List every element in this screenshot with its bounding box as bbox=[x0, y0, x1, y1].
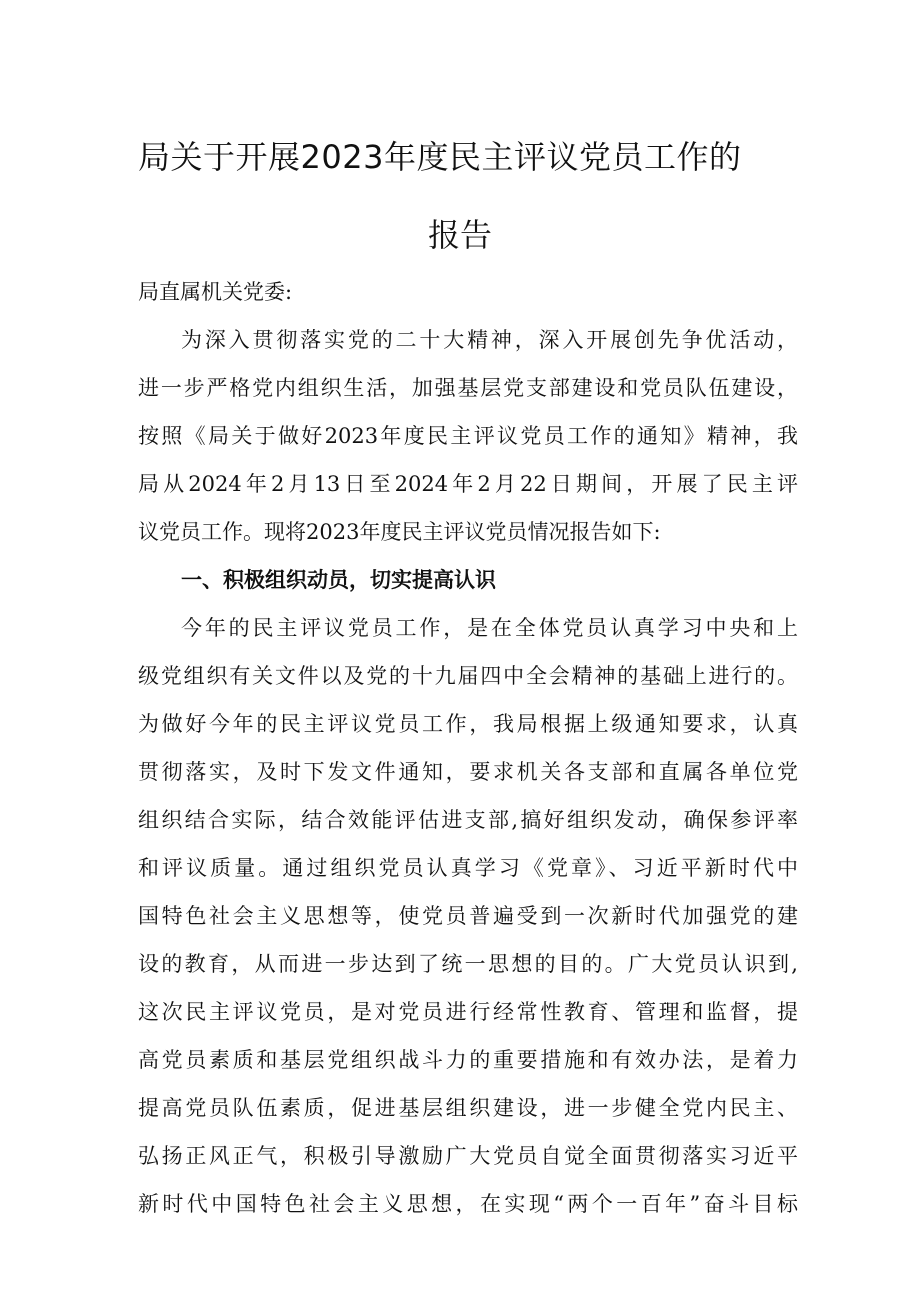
para2-line: 组织结合实际，结合效能评估进支部,搞好组织发动，确保参评率 bbox=[138, 808, 798, 832]
para2-line: 和评议质量。通过组织党员认真学习《党章》、习近平新时代中 bbox=[138, 856, 798, 880]
para2-line: 这次民主评议党员，是对党员进行经常性教育、管理和监督，提 bbox=[138, 1000, 798, 1024]
para1-line: 议党员工作。现将2023年度民主评议党员情况报告如下: bbox=[138, 520, 661, 544]
para2-line: 为做好今年的民主评议党员工作，我局根据上级通知要求，认真 bbox=[138, 712, 798, 736]
section-heading: 一、积极组织动员，切实提高认识 bbox=[181, 568, 496, 592]
para2-line: 级党组织有关文件以及党的十九届四中全会精神的基础上进行的。 bbox=[138, 664, 798, 688]
para2-line: 高党员素质和基层党组织战斗力的重要措施和有效办法，是着力 bbox=[138, 1048, 798, 1072]
para2-line: 今年的民主评议党员工作，是在全体党员认真学习中央和上 bbox=[181, 616, 798, 640]
para2-line: 提高党员队伍素质，促进基层组织建设，进一步健全党内民主、 bbox=[138, 1096, 798, 1120]
para1-line: 局从2024年2月13日至2024年2月22日期间，开展了民主评 bbox=[138, 472, 798, 496]
para1-line: 为深入贯彻落实党的二十大精神，深入开展创先争优活动， bbox=[181, 328, 798, 352]
document-title-line-1: 局关于开展2023年度民主评议党员工作的 bbox=[138, 138, 742, 176]
para2-line: 贯彻落实，及时下发文件通知，要求机关各支部和直属各单位党 bbox=[138, 760, 798, 784]
para2-line: 国特色社会主义思想等，使党员普遍受到一次新时代加强党的建 bbox=[138, 904, 798, 928]
para2-line: 设的教育，从而进一步达到了统一思想的目的。广大党员认识到, bbox=[138, 952, 798, 976]
salutation: 局直属机关党委: bbox=[138, 280, 293, 304]
para1-line: 按照《局关于做好2023年度民主评议党员工作的通知》精神，我 bbox=[138, 424, 798, 448]
para2-line: 弘扬正风正气，积极引导激励广大党员自觉全面贯彻落实习近平 bbox=[138, 1144, 798, 1168]
para1-line: 进一步严格党内组织生活，加强基层党支部建设和党员队伍建设， bbox=[138, 376, 798, 400]
document-title-line-2: 报告 bbox=[427, 216, 492, 254]
para2-line: 新时代中国特色社会主义思想，在实现“两个一百年”奋斗目标 bbox=[138, 1192, 798, 1216]
